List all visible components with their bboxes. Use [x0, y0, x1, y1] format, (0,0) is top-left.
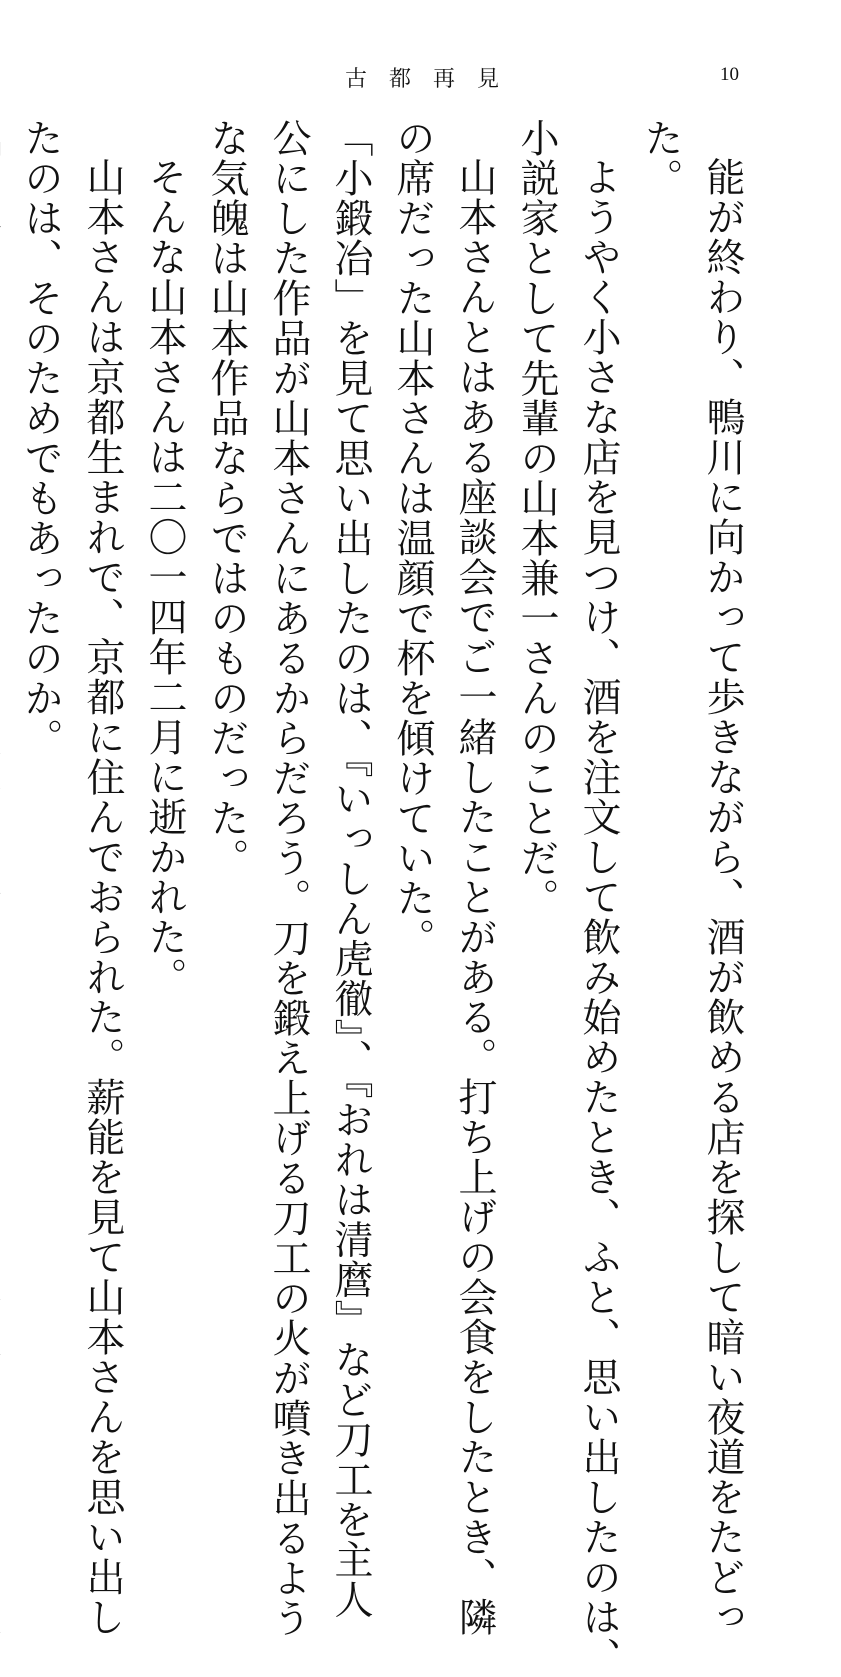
text-column: 「小鍛冶」を見て思い出したのは、『いっしん虎徹』、『おれは清麿』など刀工を主人: [328, 118, 373, 1620]
vertical-text-body: [18, 118, 753, 1677]
text-column: そんな山本さんは二〇一四年二月に逝かれた。: [142, 157, 187, 997]
page-title: 古都再見: [345, 67, 522, 92]
text-column: の席だった山本さんは温顔で杯を傾けていた。: [390, 118, 435, 958]
text-column: 山本さんは京都生まれで、京都に住んでおられた。薪能を見て山本さんを思い出し: [80, 157, 125, 1637]
text-column: 山本さんとはある座談会でご一緒したことがある。打ち上げの会食をしたとき、隣: [452, 157, 497, 1637]
running-head: [0, 62, 841, 92]
text-column: たのは、そのためでもあったのか。: [18, 118, 63, 758]
text-column: 公にした作品が山本さんにあるからだろう。刀を鍛え上げる刀工の火が噴き出るよう: [266, 118, 311, 1638]
text-column: ようやく小さな店を見つけ、酒を注文して飲み始めたとき、ふと、思い出したのは、: [576, 157, 621, 1677]
page-number: 10: [720, 64, 739, 85]
text-column: た。: [638, 118, 683, 198]
text-column: 小説家として先輩の山本兼一さんのことだ。: [514, 118, 559, 918]
text-column: な気魄は山本作品ならではのものだった。: [204, 118, 249, 878]
text-column: 能が終わり、鴨川に向かって歩きながら、酒が飲める店を探して暗い夜道をたどっ: [700, 157, 745, 1637]
text-column: [0, 118, 9, 1118]
